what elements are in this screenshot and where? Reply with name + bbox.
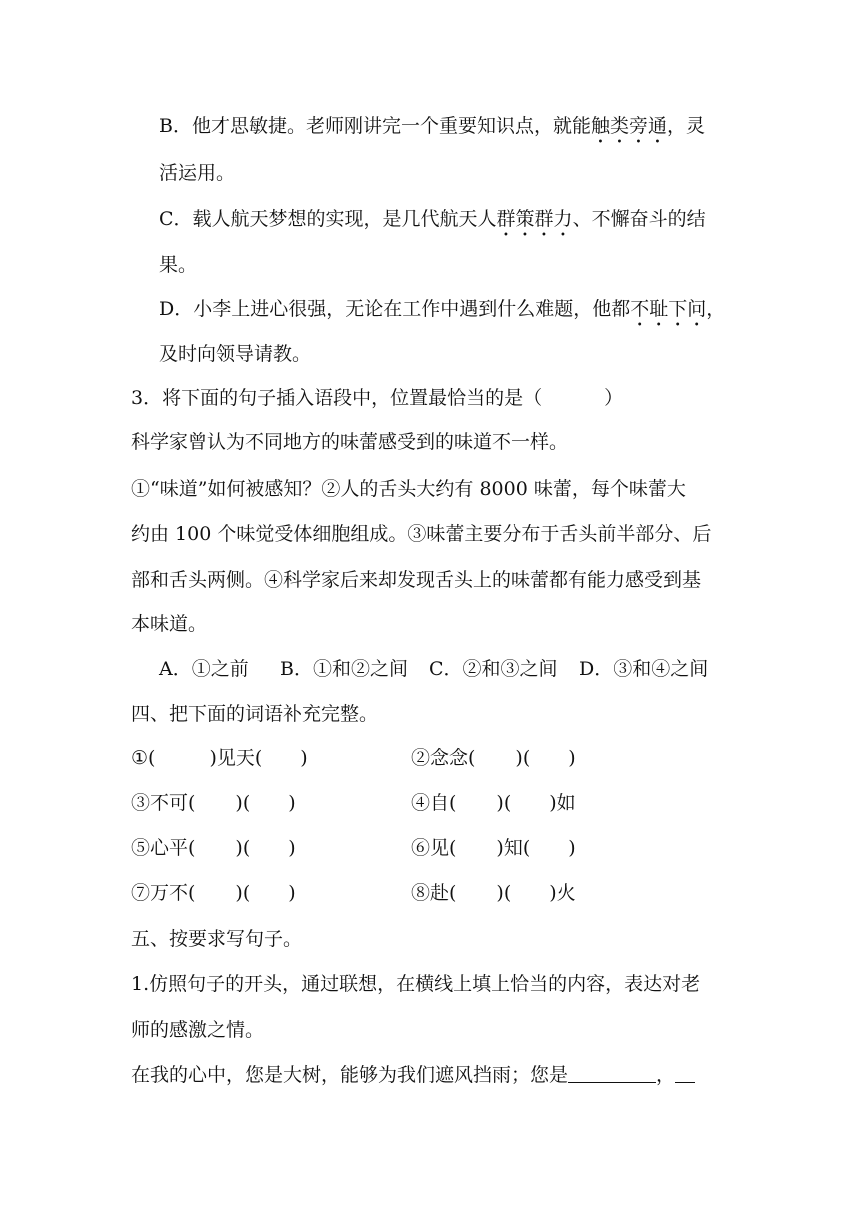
s5-q1-comma: ， — [656, 1064, 676, 1086]
section-5-title: 五、按要求写句子。 — [131, 928, 303, 950]
idiom-item-1: ①( )见天( ) — [131, 747, 308, 769]
q3-option-b[interactable]: B．①和②之间 — [280, 658, 408, 680]
q3-stem — [131, 384, 623, 412]
q3-option-a[interactable]: A．①之前 — [159, 658, 249, 680]
q3-sentence: 科学家曾认为不同地方的味蕾感受到的味道不一样。 — [131, 431, 569, 453]
s5-q1-line-1: 1.仿照句子的开头，通过联想，在横线上填上恰当的内容，表达对老 — [131, 973, 701, 995]
q2-option-c — [159, 205, 706, 241]
q2-option-b-cont: 活运用。 — [159, 162, 236, 184]
idiom-item-4: ④自( )( )如 — [411, 792, 576, 814]
q2-option-d-marked-idiom: 不耻下问 — [630, 298, 707, 320]
s5-q1-line-3 — [131, 1061, 695, 1089]
q2-option-c-text-end: 、不懈奋斗的结 — [572, 208, 706, 230]
q3-option-d[interactable]: D．③和④之间 — [579, 658, 709, 680]
s5-q1-prompt: 在我的心中，您是大树，能够为我们遮风挡雨；您是 — [131, 1064, 569, 1086]
fill-blank[interactable] — [568, 1062, 656, 1083]
idiom-item-7: ⑦万不( )( ) — [131, 882, 296, 904]
idiom-item-6: ⑥见( )知( ) — [411, 837, 576, 859]
q2-option-d — [159, 295, 725, 331]
q2-option-d-text-end: ， — [706, 298, 726, 320]
q3-para-line-4: 本味道。 — [131, 613, 208, 635]
q3-stem-close: ） — [604, 387, 624, 409]
q2-option-c-cont: 果。 — [159, 254, 198, 276]
q3-option-c[interactable]: C．②和③之间 — [429, 658, 558, 680]
q2-option-b — [159, 112, 705, 148]
q2-option-c-text: C．载人航天梦想的实现，是几代航天人 — [159, 208, 497, 230]
idiom-item-5: ⑤心平( )( ) — [131, 837, 296, 859]
q3-para-line-3: 部和舌头两侧。④科学家后来却发现舌头上的味蕾都有能力感受到基 — [131, 569, 702, 591]
q2-option-d-cont: 及时向领导请教。 — [159, 343, 312, 365]
q2-option-b-text-end: ，灵 — [666, 115, 705, 137]
q3-stem-text: 3．将下面的句子插入语段中，位置最恰当的是（ — [131, 387, 543, 409]
q3-para-line-1: ①“味道”如何被感知？②人的舌头大约有 8000 味蕾，每个味蕾大 — [131, 478, 686, 500]
q2-option-b-marked-idiom: 触类旁通 — [590, 115, 667, 137]
idiom-item-3: ③不可( )( ) — [131, 792, 296, 814]
idiom-item-2: ②念念( )( ) — [411, 747, 576, 769]
q2-option-d-text: D．小李上进心很强，无论在工作中遇到什么难题，他都 — [159, 298, 631, 320]
s5-q1-line-2: 师的感激之情。 — [131, 1019, 265, 1041]
q2-option-c-marked-idiom: 群策群力 — [496, 208, 573, 230]
fill-blank-continued[interactable] — [675, 1062, 695, 1083]
idiom-item-8: ⑧赴( )( )火 — [411, 882, 576, 904]
section-4-title: 四、把下面的词语补充完整。 — [131, 703, 379, 725]
q2-option-b-text: B．他才思敏捷。老师刚讲完一个重要知识点，就能 — [159, 115, 591, 137]
q3-para-line-2: 约由 100 个味觉受体细胞组成。③味蕾主要分布于舌头前半部分、后 — [131, 523, 712, 545]
